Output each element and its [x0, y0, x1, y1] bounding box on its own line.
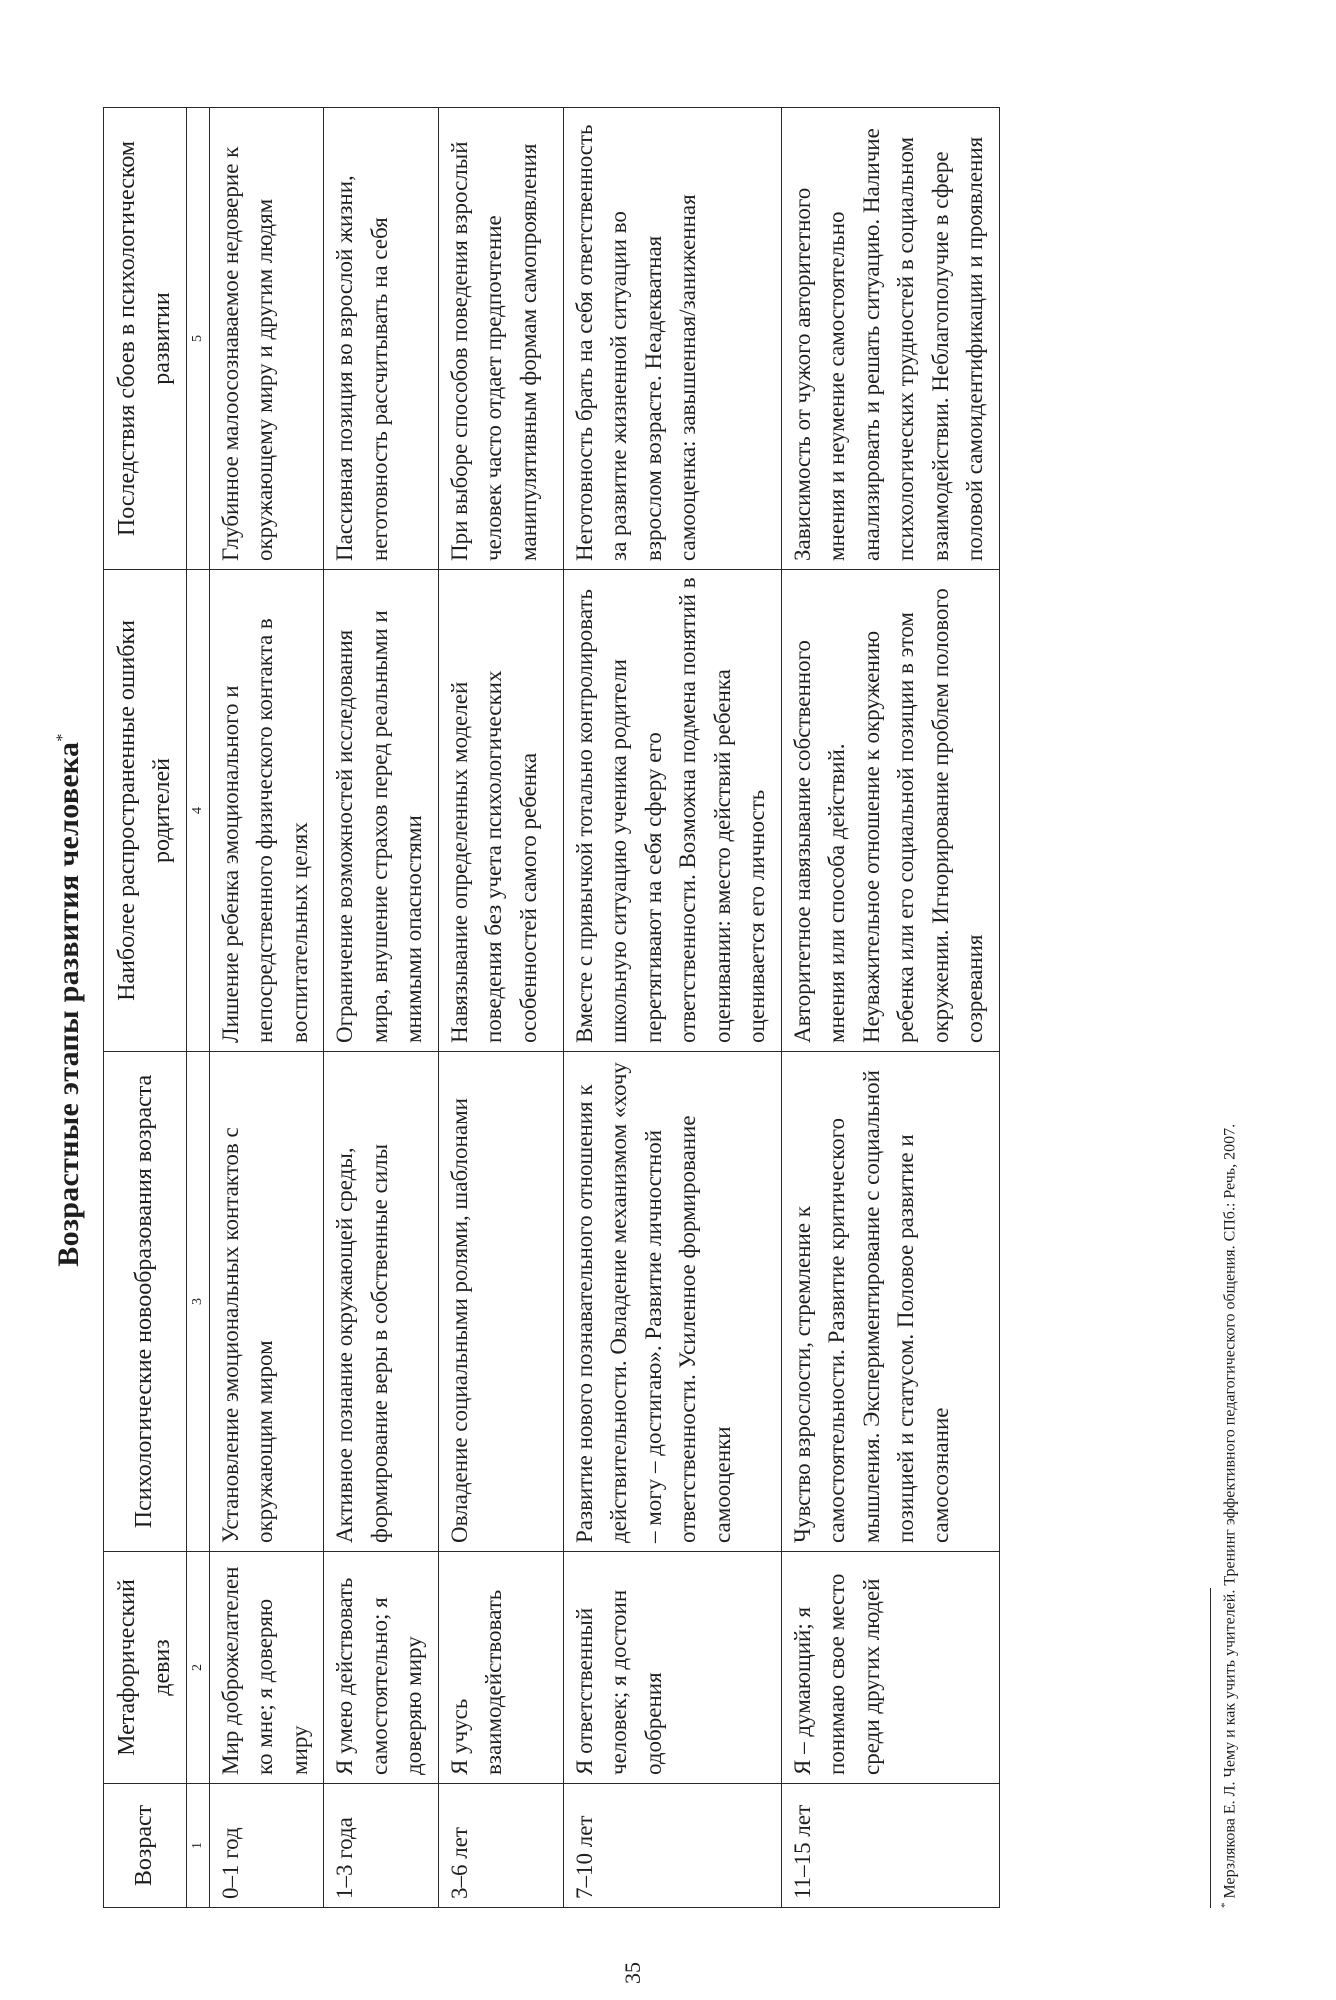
- age-stages-table: [103, 107, 1000, 1908]
- column-number: 2: [186, 1552, 209, 1784]
- page-title: [52, 0, 86, 2000]
- page-number: 35: [620, 1962, 645, 1984]
- table-row: [781, 108, 999, 1908]
- column-number: 5: [186, 108, 209, 570]
- header-parent-errors: Наиболее распространенные ошибки родителей: [104, 570, 187, 1052]
- cell-motto: Мир доброжелателен ко мне; я доверяю миру: [209, 1552, 324, 1784]
- table-row: [209, 108, 324, 1908]
- column-number: 4: [186, 570, 209, 1052]
- table-row: [563, 108, 781, 1908]
- header-motto: Метафорический девиз: [104, 1552, 187, 1784]
- cell-neoformations: Развитие нового познавательного отношения к действительности. Овладение механизмом «хочу – могу – достигаю». Развитие личностной ответственности. Усиленное формирование самооценки: [563, 1052, 781, 1552]
- cell-age: 1–3 года: [324, 1784, 439, 1908]
- footnote-divider: [1210, 1588, 1211, 1908]
- page-title-text: Возрастные этапы развития человека: [52, 741, 85, 1267]
- title-footnote-marker: *: [54, 733, 71, 742]
- cell-age: 0–1 год: [209, 1784, 324, 1908]
- cell-parent-errors: Авторитетное навязывание собственного мнения или способа действий. Неуважительное отношение к окружению ребенка или его социальной позиции в этом окружении. Игнорирование проблем полового созревания: [781, 570, 999, 1052]
- footnote-marker: *: [1219, 1902, 1231, 1908]
- table-row: [324, 108, 439, 1908]
- cell-age: 11–15 лет: [781, 1784, 999, 1908]
- cell-motto: Я ответственный человек; я достоин одобрения: [563, 1552, 781, 1784]
- cell-consequences: Неготовность брать на себя ответственность за развитие жизненной ситуации во взрослом возрасте. Неадекватная самооценка: завышенная/заниженная: [563, 108, 781, 570]
- cell-motto: Я умею действовать самостоятельно; я доверяю миру: [324, 1552, 439, 1784]
- cell-consequences: При выборе способов поведения взрослый человек часто отдает предпочтение манипулятивным формам самопроявления: [438, 108, 563, 570]
- table-row: [438, 108, 563, 1908]
- cell-consequences: Глубинное малоосознаваемое недоверие к окружающему миру и другим людям: [209, 108, 324, 570]
- cell-motto: Я учусь взаимодействовать: [438, 1552, 563, 1784]
- cell-consequences: Зависимость от чужого авторитетного мнения и неумение самостоятельно анализировать и решать ситуацию. Наличие психологических трудностей в социальном взаимодействии. Неблагополучие в сфере половой самоидентификации и проявления: [781, 108, 999, 570]
- cell-consequences: Пассивная позиция во взрослой жизни, неготовность рассчитывать на себя: [324, 108, 439, 570]
- header-age: Возраст: [104, 1784, 187, 1908]
- header-neoformations: Психологические новообразования возраста: [104, 1052, 187, 1552]
- cell-neoformations: Установление эмоциональных контактов с окружающим миром: [209, 1052, 324, 1552]
- column-number-row: [186, 108, 209, 1908]
- cell-age: 3–6 лет: [438, 1784, 563, 1908]
- table-header-row: [104, 108, 187, 1908]
- cell-parent-errors: Вместе с привычкой тотально контролировать школьную ситуацию ученика родители перетягивают на себя сферу его ответственности. Возможна подмена понятий в оценивании: вместо действий ребенка оценивается его личность: [563, 570, 781, 1052]
- footnote: [1218, 508, 1241, 1908]
- cell-neoformations: Чувство взрослости, стремление к самостоятельности. Развитие критического мышления. Экспериментирование с социальной позицией и статусом. Половое развитие и самосознание: [781, 1052, 999, 1552]
- cell-parent-errors: Навязывание определенных моделей поведения без учета психологических особенностей самого ребенка: [438, 570, 563, 1052]
- cell-parent-errors: Ограничение возможностей исследования мира, внушение страхов перед реальными и мнимыми опасностями: [324, 570, 439, 1052]
- cell-neoformations: Овладение социальными ролями, шаблонами: [438, 1052, 563, 1552]
- cell-neoformations: Активное познание окружающей среды, формирование веры в собственные силы: [324, 1052, 439, 1552]
- footnote-text: Мерзлякова Е. Л. Чему и как учить учителей. Тренинг эффективного педагогического общения. СПб.: Речь, 2007.: [1221, 1123, 1239, 1899]
- header-consequences: Последствия сбоев в психологическом развитии: [104, 108, 187, 570]
- cell-motto: Я – думающий; я понимаю свое место среди других людей: [781, 1552, 999, 1784]
- cell-parent-errors: Лишение ребенка эмоционального и непосредственного физического контакта в воспитательных целях: [209, 570, 324, 1052]
- cell-age: 7–10 лет: [563, 1784, 781, 1908]
- column-number: 3: [186, 1052, 209, 1552]
- column-number: 1: [186, 1784, 209, 1908]
